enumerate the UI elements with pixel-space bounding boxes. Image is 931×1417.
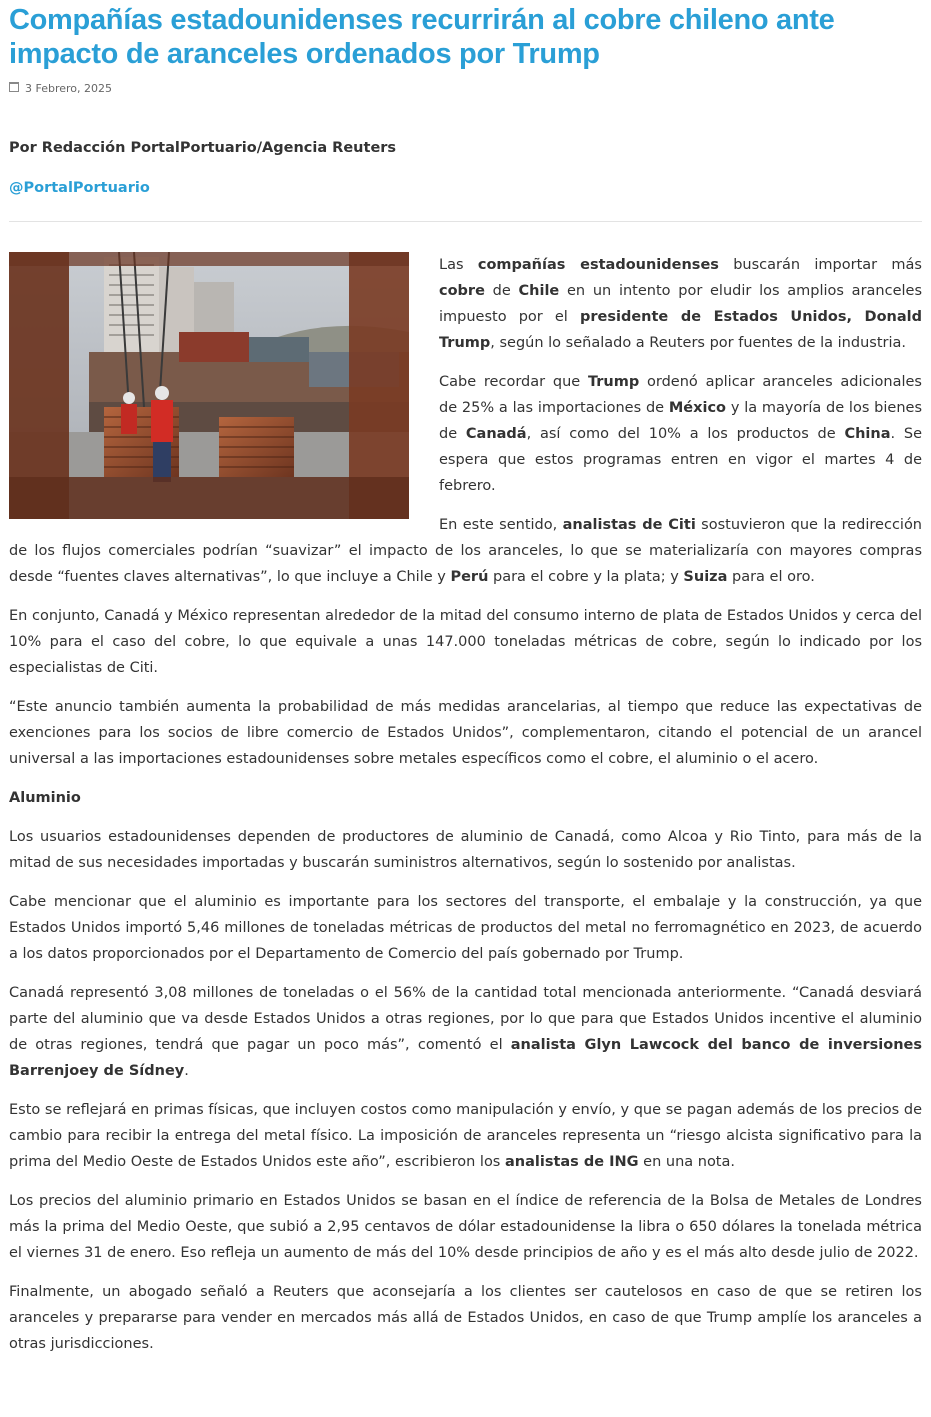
paragraph-1: Las compañías estadounidenses buscarán importar más cobre de Chile en un intento por eludir los amplios aranceles impuesto por el presidente de Estados Unidos, Donald Trump, según lo señalado a Reuters por fuentes de la industria.: [439, 257, 923, 351]
article-page: [0, 3, 931, 1357]
paragraph-6: Los usuarios estadounidenses dependen de productores de aluminio de Canadá, como Alcoa y Rio Tinto, para más de la mitad de sus necesidades importadas y buscarán suministros alternativos, según lo sostenido por analistas.: [9, 829, 922, 871]
paragraph-5: “Este anuncio también aumenta la probabilidad de más medidas arancelarias, al tiempo que reduce las expectativas de exenciones para los socios de libre comercio de Estados Unidos”, complementaron, citando el potencial de un arancel universal a las importaciones estadounidenses sobre metales específicos como el cobre, el aluminio o el acero.: [9, 699, 922, 767]
section-heading-aluminio: Aluminio: [9, 790, 81, 806]
paragraph-8: Canadá representó 3,08 millones de toneladas o el 56% de la cantidad total mencionada anteriormente. “Canadá desviará parte del aluminio que va desde Estados Unidos a otras regiones, por lo que para que Estados Unidos incentive el aluminio de otras regiones, tendrá que pagar un poco más”, comentó el analista Glyn Lawcock del banco de inversiones Barrenjoey de Sídney.: [9, 985, 922, 1079]
byline: Por Redacción PortalPortuario/Agencia Reuters: [9, 140, 397, 156]
paragraph-2: Cabe recordar que Trump ordenó aplicar aranceles adicionales de 25% a las importaciones de México y la mayoría de los bienes de Canadá, así como del 10% a los productos de China. Se espera que estos programas entren en vigor el martes 4 de febrero.: [439, 374, 922, 494]
paragraph-11: Finalmente, un abogado señaló a Reuters que aconsejaría a los clientes ser cautelosos en caso de que se retiren los aranceles y prepararse para vender en mercados más allá de Estados Unidos, en caso de que Trump amplíe los aranceles a otras jurisdicciones.: [9, 1284, 922, 1352]
page-title: Compañías estadounidenses recurrirán al cobre chileno ante impacto de aranceles ordenados por Trump: [9, 4, 835, 70]
copper-cathodes-port-photo: [9, 252, 409, 519]
paragraph-10: Los precios del aluminio primario en Estados Unidos se basan en el índice de referencia de la Bolsa de Metales de Londres más la prima del Medio Oeste, que subió a 2,95 centavos de dólar estadounidense la libra o 650 dólares la tonelada métrica el viernes 31 de enero. Eso refleja un aumento de más del 10% desde principios de año y es el más alto desde julio de 2022.: [9, 1193, 922, 1261]
twitter-handle-link[interactable]: @PortalPortuario: [9, 180, 150, 196]
divider: [9, 221, 922, 222]
article-body: [9, 252, 922, 1357]
publish-date: [9, 81, 922, 95]
paragraph-7: Cabe mencionar que el aluminio es importante para los sectores del transporte, el embalaje y la construcción, ya que Estados Unidos importó 5,46 millones de toneladas métricas de productos del metal no ferromagnético en 2023, de acuerdo a los datos proporcionados por el Departamento de Comercio del país gobernado por Trump.: [9, 894, 922, 962]
calendar-icon: [9, 82, 19, 92]
paragraph-3: En este sentido, analistas de Citi sostuvieron que la redirección de los flujos comerciales podrían “suavizar” el impacto de los aranceles, lo que se materializaría con mayores compras desde “fuentes claves alternativas”, lo que incluye a Chile y Perú para el cobre y la plata; y Suiza para el oro.: [9, 517, 923, 585]
paragraph-4: En conjunto, Canadá y México representan alrededor de la mitad del consumo interno de plata de Estados Unidos y cerca del 10% para el caso del cobre, lo que equivale a unas 147.000 toneladas métricas de cobre, según lo indicado por los especialistas de Citi.: [9, 608, 922, 676]
paragraph-9: Esto se reflejará en primas físicas, que incluyen costos como manipulación y envío, y que se pagan además de los precios de cambio para recibir la entrega del metal físico. La imposición de aranceles representa un “riesgo alcista significativo para la prima del Medio Oeste de Estados Unidos este año”, escribieron los analistas de ING en una nota.: [9, 1102, 922, 1170]
photo-illustration: [9, 252, 409, 519]
publish-date-text: 3 Febrero, 2025: [25, 81, 113, 95]
